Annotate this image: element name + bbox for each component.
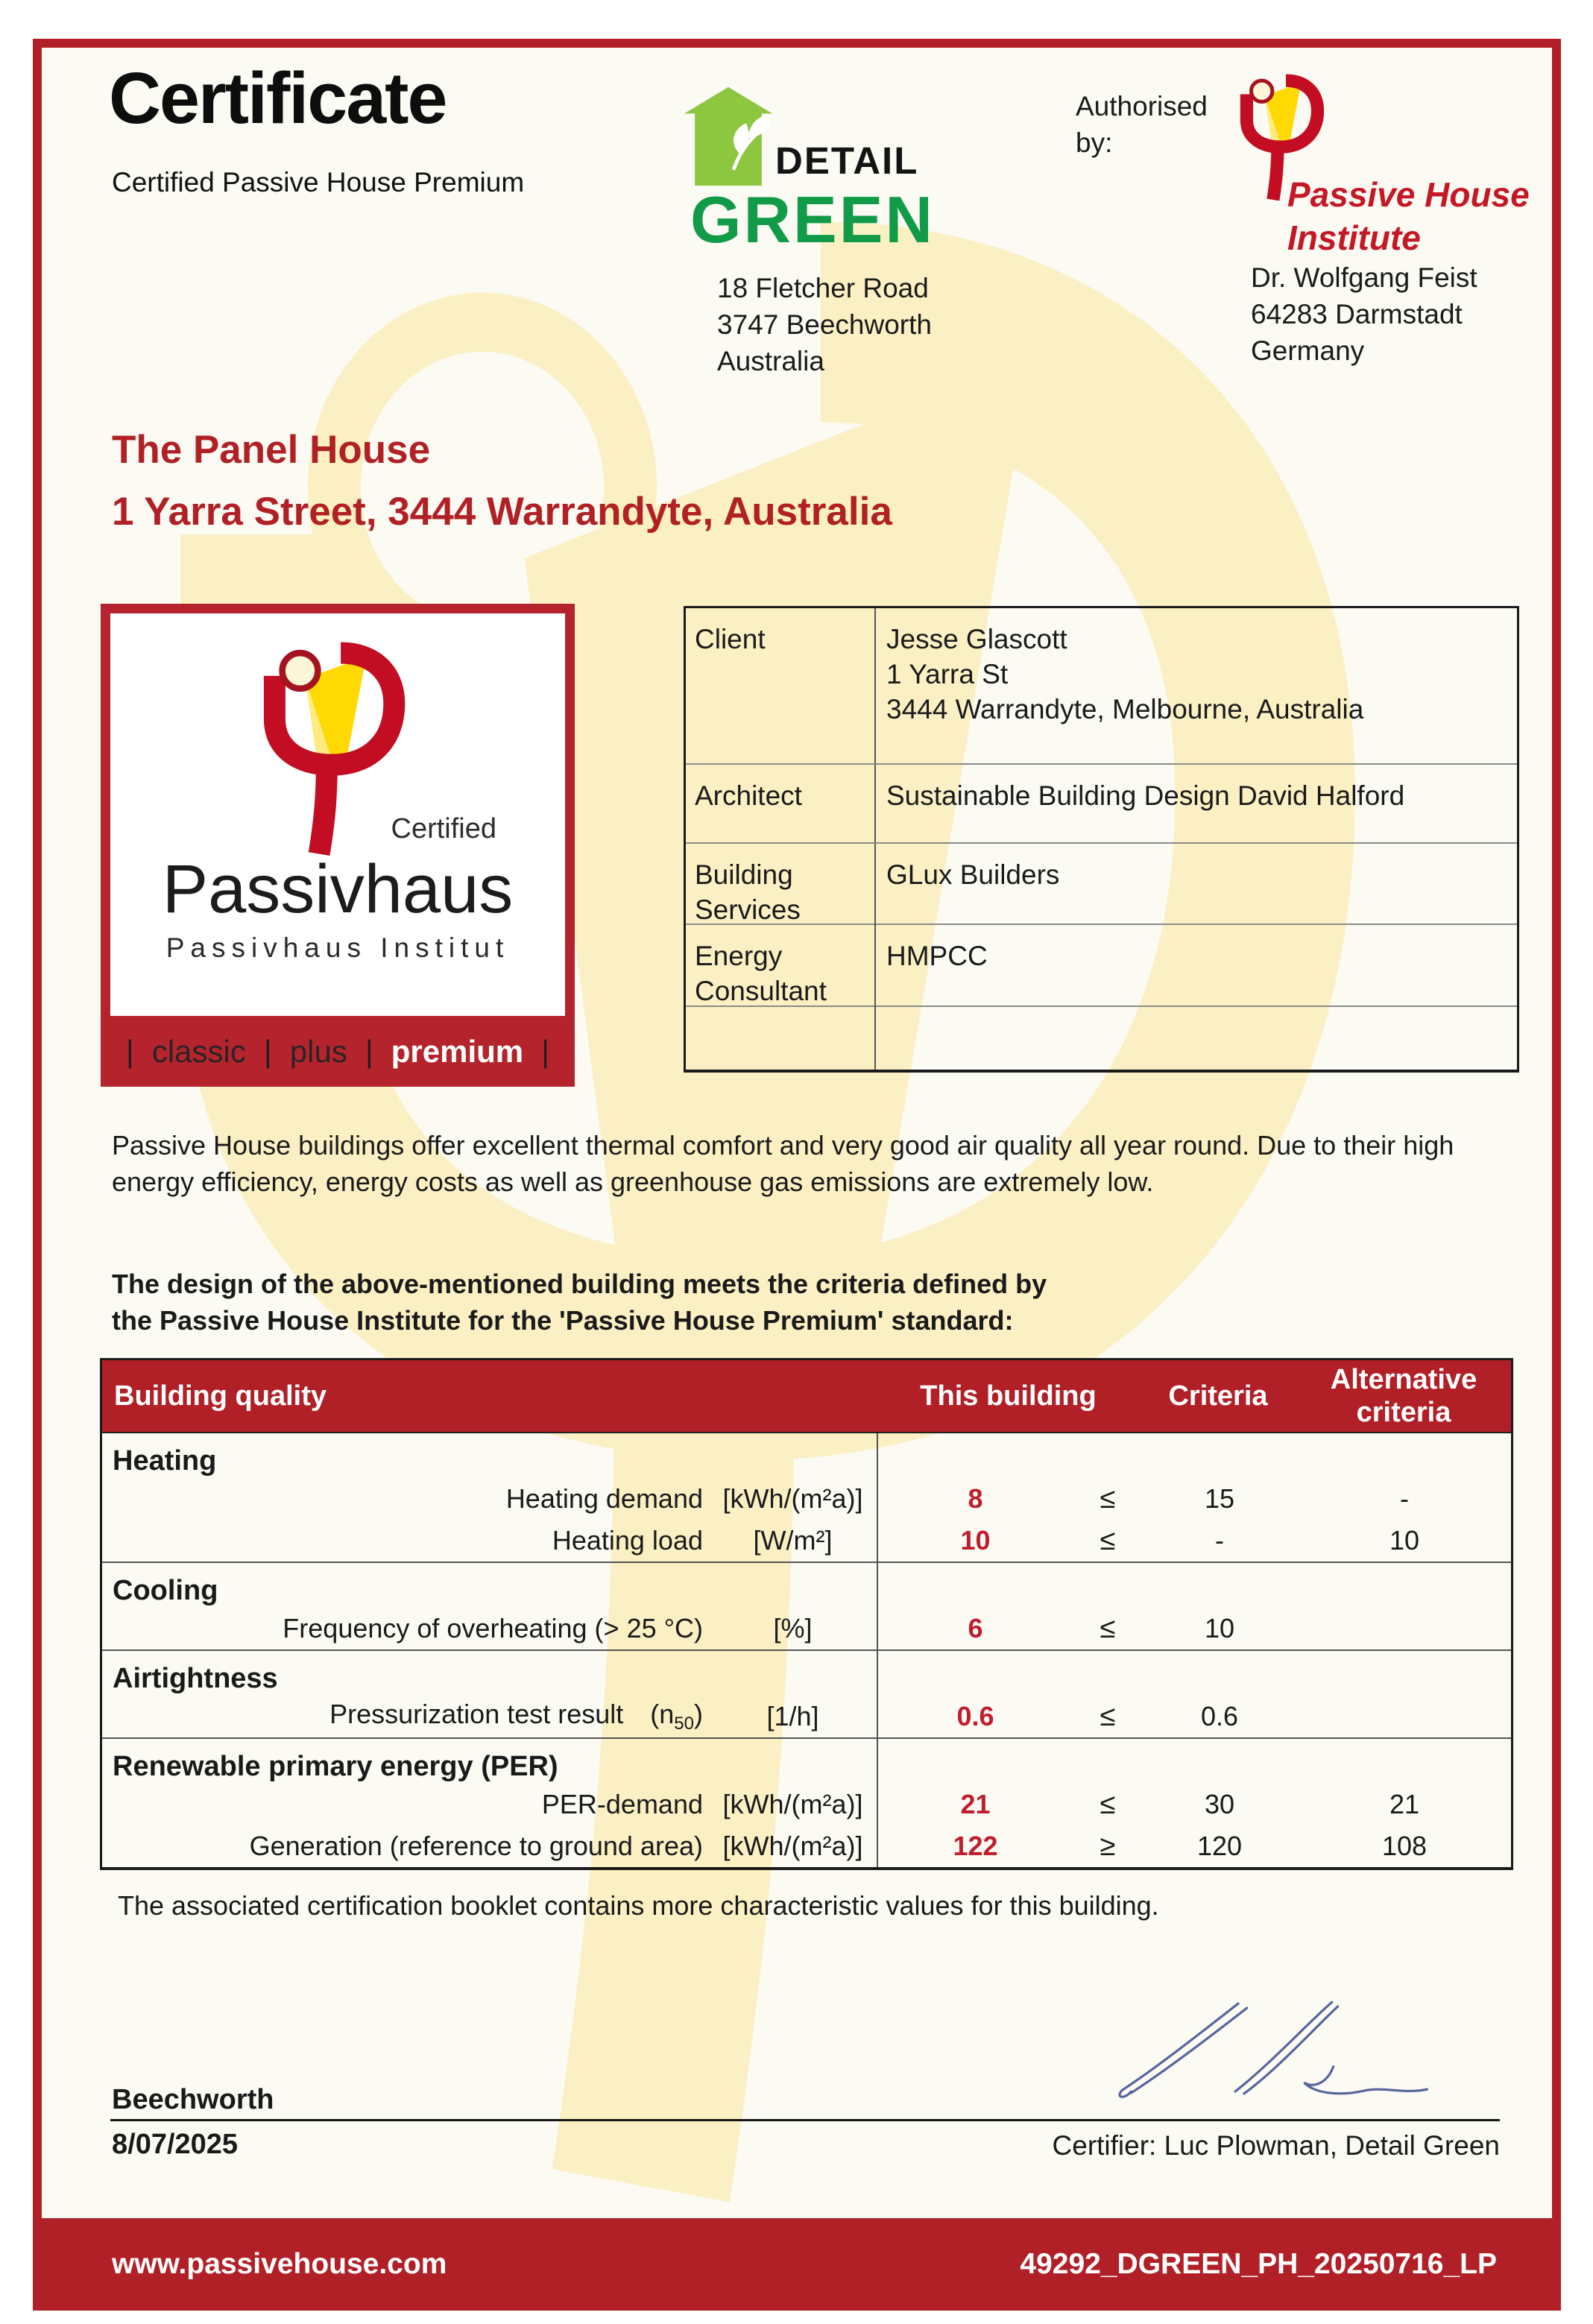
detail-green-address-line: Australia [717, 346, 824, 376]
authorised-by-label: Authorised by: [1076, 91, 1208, 158]
signature-line [110, 2119, 1500, 2121]
certificate-subtitle: Certified Passive House Premium [112, 167, 525, 198]
client-table-value-line: GLux Builders [886, 859, 1060, 890]
criteria-section-title: Renewable primary energy (PER) [113, 1751, 558, 1782]
criteria-row-unit: [kWh/(m²a)] [722, 1789, 863, 1819]
criteria-row-building-value: 6 [968, 1613, 983, 1643]
criteria-row [102, 1825, 1511, 1867]
seal-band-separator: | [541, 1033, 550, 1069]
seal-passivhaus-label: Passivhaus [162, 851, 514, 927]
client-table-value-line: 3444 Warrandyte, Melbourne, Australia [886, 694, 1364, 724]
page-title: Certificate [109, 57, 447, 139]
seal-band-separator: | [125, 1033, 134, 1069]
criteria-table [100, 1358, 1513, 1870]
criteria-section [102, 1737, 1511, 1867]
client-table-value-line: HMPCC [886, 941, 988, 971]
criteria-row-label: Heating demand [505, 1483, 703, 1514]
criteria-row-unit: [1/h] [766, 1701, 819, 1731]
seal-band-separator: | [263, 1033, 272, 1069]
client-table-row-value [876, 765, 1517, 842]
criteria-row-label: Heating load [552, 1525, 703, 1556]
header-criteria: Criteria [1168, 1380, 1268, 1412]
building-title [112, 419, 892, 543]
criteria-section [102, 1433, 1511, 1562]
criteria-row [102, 1784, 1511, 1825]
client-table-row-label: Energy Consultant [686, 925, 876, 1008]
footer-document-id: 49292_DGREEN_PH_20250716_LP [1020, 2248, 1497, 2280]
phi-address-line: Germany [1251, 335, 1365, 366]
criteria-row-building-value: 8 [968, 1483, 983, 1514]
criteria-row-unit: [W/m²] [753, 1525, 833, 1556]
client-table [684, 606, 1519, 1073]
criteria-row-comparator: ≤ [1100, 1612, 1116, 1644]
detail-green-address-line: 3747 Beechworth [717, 309, 932, 340]
criteria-section [102, 1562, 1511, 1649]
criteria-table-header [102, 1360, 1511, 1433]
seal-class-plus: plus [289, 1033, 347, 1069]
criteria-row-comparator: ≥ [1100, 1830, 1116, 1862]
criteria-row-building-value: 122 [953, 1831, 998, 1861]
client-table-value-line: Jesse Glascott [886, 624, 1067, 654]
criteria-row-criteria-value: 120 [1196, 1831, 1243, 1861]
criteria-row [102, 1696, 1511, 1737]
seal-band-separator: | [365, 1033, 373, 1069]
intro-paragraph: Passive House buildings offer excellent thermal comfort and very good air quality all year round. Due to their high energy efficiency, energy costs as well as greenhouse gas emissions are extremely low. [112, 1130, 1454, 1197]
header-this-building: This building [920, 1380, 1097, 1412]
detail-green-house-icon [684, 85, 772, 188]
signoff-date: 8/07/2025 [112, 2129, 239, 2160]
passivhaus-seal [101, 604, 575, 1087]
criteria-row-alternative-value: 21 [1389, 1789, 1420, 1819]
criteria-row-criteria-value: 15 [1204, 1483, 1235, 1514]
seal-certified-label: Certified [391, 813, 496, 844]
building-address: 1 Yarra Street, 3444 Warrandyte, Australia [112, 490, 892, 534]
criteria-section [102, 1649, 1511, 1737]
detail-green-wordmark-bottom: GREEN [690, 183, 935, 256]
criteria-row-unit: [%] [773, 1613, 813, 1643]
criteria-section-title: Heating [113, 1445, 217, 1477]
criteria-row-criteria-value: - [1215, 1525, 1224, 1556]
header-building-quality: Building quality [114, 1380, 327, 1412]
criteria-row [102, 1478, 1511, 1520]
footer-website: www.passivehouse.com [112, 2248, 447, 2280]
criteria-section-title: Cooling [113, 1575, 218, 1606]
criteria-row-unit: [kWh/(m²a)] [722, 1483, 863, 1514]
criteria-row-unit: [kWh/(m²a)] [722, 1831, 863, 1861]
client-table-row-label: Client [686, 608, 876, 763]
criteria-row-comparator: ≤ [1100, 1524, 1116, 1556]
criteria-row-building-value: 21 [960, 1789, 991, 1819]
certifier-signature [1109, 1996, 1446, 2102]
criteria-row-label: Generation (reference to ground area) [249, 1831, 703, 1861]
client-table-row [686, 763, 1517, 842]
criteria-row-label: Frequency of overheating (> 25 °C) [283, 1613, 703, 1643]
client-table-row-value [876, 1007, 1517, 1070]
client-table-row [686, 608, 1517, 763]
criteria-row-building-value: 10 [960, 1525, 991, 1556]
criteria-row-criteria-value: 10 [1204, 1613, 1235, 1643]
client-table-row [686, 1005, 1517, 1070]
phi-address-line: 64283 Darmstadt [1251, 299, 1463, 329]
client-table-row-value [876, 844, 1517, 927]
phi-wordmark-line2: Institute [1287, 218, 1421, 257]
criteria-heading: The design of the above-mentioned building meets the criteria defined by the Passive House Institute for the 'Passive House Premium' standard: [112, 1269, 1047, 1336]
criteria-row-alternative-value: 10 [1389, 1525, 1420, 1556]
criteria-row-comparator: ≤ [1100, 1700, 1116, 1732]
criteria-row-label-subscript: $(n_{50})$ [650, 1698, 703, 1734]
booklet-note: The associated certification booklet contains more characteristic values for this building. [118, 1890, 1159, 1921]
criteria-row-comparator: ≤ [1100, 1788, 1116, 1820]
column-divider [877, 1433, 878, 1867]
criteria-table-body [102, 1433, 1511, 1867]
client-table-row-label: Building Services [686, 844, 876, 927]
client-table-row [686, 923, 1517, 1005]
criteria-row-alternative-value: 108 [1381, 1831, 1428, 1861]
client-table-row-value [876, 608, 1517, 763]
seal-class-band [101, 1016, 575, 1087]
building-name: The Panel House [112, 428, 431, 472]
criteria-row-building-value: 0.6 [956, 1701, 994, 1731]
client-table-row-value [876, 925, 1517, 1008]
detail-green-address [717, 270, 932, 379]
client-table-value-line: 1 Yarra St [886, 659, 1009, 689]
detail-green-wordmark-top: DETAIL [775, 139, 919, 182]
client-table-row [686, 842, 1517, 923]
criteria-row-criteria-value: 0.6 [1200, 1701, 1239, 1731]
seal-institute-label: Passivhaus Institut [165, 932, 510, 963]
client-table-value-line: Sustainable Building Design David Halford [886, 780, 1405, 811]
criteria-row [102, 1608, 1511, 1649]
phi-address-line: Dr. Wolfgang Feist [1251, 262, 1477, 293]
client-table-row-label [686, 1007, 876, 1070]
phi-address [1251, 259, 1477, 369]
seal-class-premium: premium [391, 1033, 524, 1069]
client-table-row-label: Architect [686, 765, 876, 842]
criteria-row-alternative-value: - [1400, 1483, 1409, 1514]
criteria-row-comparator: ≤ [1100, 1483, 1116, 1515]
signoff-place: Beechworth [112, 2084, 274, 2115]
phi-wordmark-line1: Passive House [1287, 175, 1530, 214]
seal-class-classic: classic [151, 1033, 246, 1069]
criteria-row [102, 1520, 1511, 1562]
certifier-name: Certifier: Luc Plowman, Detail Green [1052, 2130, 1500, 2161]
criteria-row-label: Pressurization test result $(n_{50})$ [329, 1698, 703, 1734]
criteria-row-label: PER-demand [541, 1789, 703, 1819]
header-alternative-criteria: Alternative criteria [1330, 1364, 1477, 1428]
detail-green-address-line: 18 Fletcher Road [717, 273, 929, 303]
criteria-row-criteria-value: 30 [1204, 1789, 1235, 1819]
criteria-section-title: Airtightness [113, 1663, 278, 1694]
